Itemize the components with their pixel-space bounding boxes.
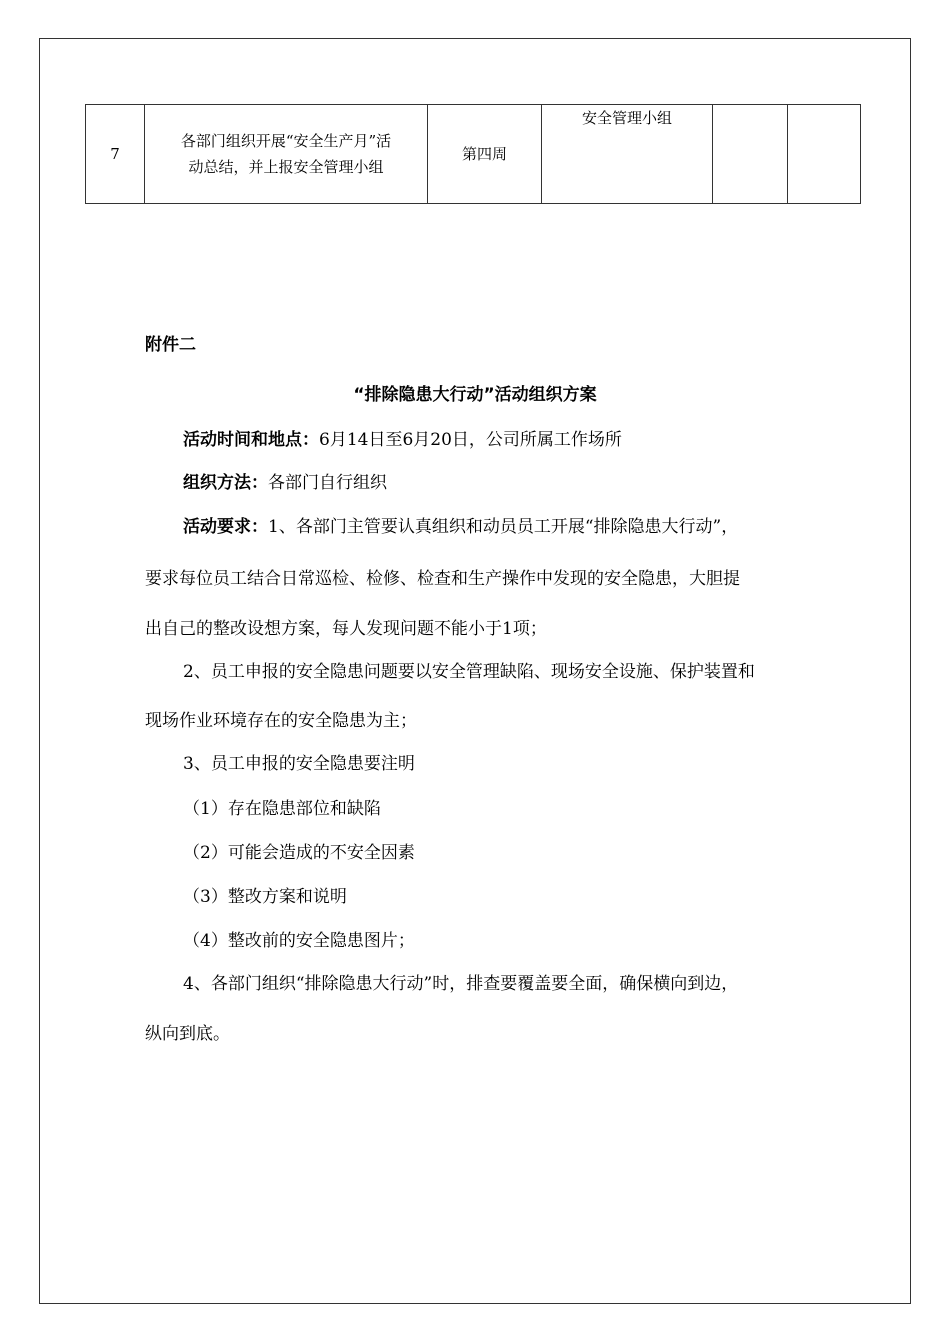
attachment-label: 附件二	[145, 335, 196, 355]
requirement-1-text: 1、各部门主管要认真组织和动员员工开展“排除隐患大行动”，	[268, 517, 739, 537]
requirement-4-line1: 4、各部门组织“排除隐患大行动”时，排查要覆盖要全面，确保横向到边，	[183, 974, 739, 994]
table-row	[86, 105, 861, 204]
requirement-3-item: （3）整改方案和说明	[183, 887, 347, 907]
time-place-line	[183, 425, 622, 450]
requirement-2-line1: 2、员工申报的安全隐患问题要以安全管理缺陷、现场安全设施、保护装置和	[183, 662, 755, 682]
row-owner: 安全管理小组	[542, 105, 713, 204]
requirement-3-item: （1）存在隐患部位和缺陷	[183, 799, 381, 819]
requirement-3-item: （2）可能会造成的不安全因素	[183, 843, 415, 863]
method-line	[183, 468, 387, 493]
row-empty-cell-1	[713, 105, 788, 204]
row-number: 7	[86, 105, 145, 204]
requirement-1-line1	[183, 512, 738, 537]
row-task-line1: 各部门组织开展“安全生产月”活	[180, 132, 392, 150]
activity-table	[85, 104, 861, 204]
method-value: 各部门自行组织	[268, 473, 387, 493]
requirement-1-line2: 要求每位员工结合日常巡检、检修、检查和生产操作中发现的安全隐患，大胆提	[145, 569, 740, 589]
page-title: “排除隐患大行动”活动组织方案	[353, 385, 597, 405]
requirement-label: 活动要求：	[183, 517, 268, 537]
requirement-4-line2: 纵向到底。	[145, 1024, 230, 1044]
time-place-label: 活动时间和地点：	[183, 430, 319, 450]
requirement-2-line2: 现场作业环境存在的安全隐患为主；	[145, 711, 417, 731]
method-label: 组织方法：	[183, 473, 268, 493]
time-place-value: 6月14日至6月20日，公司所属工作场所	[319, 430, 622, 450]
row-empty-cell-2	[788, 105, 861, 204]
row-task	[145, 105, 428, 204]
requirement-3-item: （4）整改前的安全隐患图片；	[183, 931, 415, 951]
requirement-3: 3、员工申报的安全隐患要注明	[183, 754, 415, 774]
row-time: 第四周	[428, 105, 542, 204]
requirement-1-line3: 出自己的整改设想方案，每人发现问题不能小于1项；	[145, 619, 547, 639]
row-task-line2: 动总结，并上报安全管理小组	[188, 158, 384, 176]
